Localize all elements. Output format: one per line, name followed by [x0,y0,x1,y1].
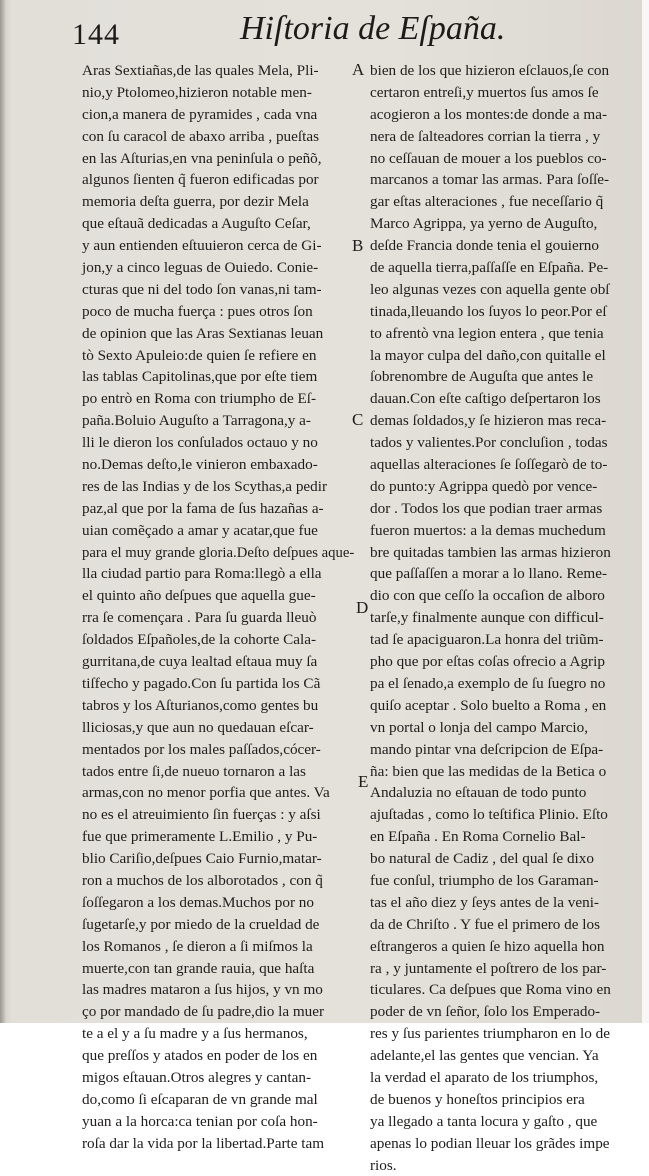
right-column-line: aquellas alteraciones ſe ſoſſegarò de to- [370,456,608,474]
margin-marker-b: B [352,236,364,255]
left-column-line: las tablas Capitolinas,que por eſte tiem [82,368,318,386]
right-column-line: la mayor culpa del daño,con quitalle el [370,346,606,364]
left-column-line: algunos ſienten q̃ fueron edificadas por [82,171,319,189]
right-column-line: dauan.Con eſte caſtigo deſpertaron los [370,390,601,408]
right-column-line: dor . Todos los que podian traer armas [370,499,603,517]
right-column-line: res y ſus parientes triumpharon en lo de [370,1025,610,1043]
margin-marker-d: D [356,598,369,617]
right-column-line: quiſo aceptar . Solo buelto a Roma , en [370,696,607,714]
left-column-line: do,como ſi eſcaparan de vn grande mal [82,1090,318,1108]
right-column-line: ra , y juntamente el poſtrero de los par- [370,959,607,977]
left-column-line: lliciosas,y que aun no quedauan eſcar- [82,718,314,736]
left-column-line: migos eſtauan.Otros alegres y cantan- [82,1068,311,1086]
left-column-line: cturas que ni del todo ſon vanas,ni tam- [82,280,322,298]
left-column-line: muerte,con tan grande rauia, que haſta [82,959,315,977]
left-column-line: armas,con no menor porfia que antes. Va [82,784,330,802]
left-column-line: tò Sexto Apuleio:de quien ſe refiere en [82,346,317,364]
left-column-line: ſoſſegaron a los demas.Muchos por no [82,893,314,911]
right-column-line: gar eſtas alteraciones , fue neceſſario q̃ [370,193,604,211]
right-column-line: ajuſtadas , como lo teſtifica Plinio. Eſto [370,806,608,824]
left-column-line: y aun entienden eſtuuieron cerca de Gi- [82,237,322,255]
left-column-line: fue que primeramente L.Emilio , y Pu- [82,828,318,846]
left-column-line: con ſu caracol de abaxo arriba , pueſtas [82,127,319,145]
gutter-shadow [0,0,6,1023]
left-column-line: paña.Boluio Auguſto a Tarragona,y a- [82,412,311,430]
right-column-line: ña: bien que las medidas de la Betica o [370,762,607,780]
left-column-line: ſoldados Eſpañoles,de la cohorte Cala- [82,631,317,649]
right-column-line: tados y valientes.Por concluſion , todas [370,434,608,452]
left-column-line: nio,y Ptolomeo,hizieron notable men- [82,83,312,101]
left-column-line: jon,y a cinco leguas de Ouiedo. Conie- [82,259,319,277]
right-column-line: Marco Agrippa, ya yerno de Auguſto, [370,215,598,233]
left-column-line: ron a muchos de los alborotados , con q̃ [82,871,323,889]
running-title: Hiſtoria de Eſpaña. [240,10,506,47]
left-column-line: yuan a la horca:ca tenian por coſa hon- [82,1112,318,1130]
left-column-line: el quinto año deſpues que aquella gue- [82,587,316,605]
left-column-line: roſa dar la vida por la libertad.Parte tam [82,1134,325,1152]
left-column-line: te a el y a ſu madre y a ſus hermanos, [82,1025,308,1043]
left-column-line: poco de mucha fuerça : pues otros ſon [82,302,313,320]
right-column-line: pa el ſenado,a exemplo de ſu ſuegro no [370,674,606,692]
right-column-line: rios. [370,1156,397,1174]
left-column-line: ço por mandado de ſu padre,dio la muer [82,1003,325,1021]
right-column-line: Andaluzia no eſtauan de todo punto [370,784,587,802]
right-column-line: certaron entreſi,y muertos ſus amos ſe [370,83,599,101]
right-column-line: deſde Francia donde tenia el gouierno [370,237,599,255]
left-column-line: tados entre ſi,de nueuo tornaron a las [82,762,306,780]
right-column-line: bien de los que hizieron eſclauos,ſe con [370,62,610,79]
right-column-line: tinada,lleuando los ſuyos lo peor.Por eſ [370,302,607,320]
left-column-line: no.Demas deſto,le vinieron embaxado- [82,456,318,474]
left-column-line: po entrò en Roma con triumpho de Eſ- [82,390,317,408]
right-column-line: demas ſoldados,y ſe hizieron mas reca- [370,412,607,430]
left-column-line: rra ſe començara . Para ſu guarda lleuò [82,609,317,627]
right-column-line: tad ſe apaciguaron.La honra del triũm- [370,631,604,649]
margin-marker-e: E [358,772,369,791]
right-column-line: mando pintar vna deſcripcion de Eſpa- [370,740,604,758]
page-number: 144 [72,18,120,51]
right-column-line: de buenos y honeſtos principios era [370,1090,585,1108]
right-column-line: bo natural de Cadiz , del qual ſe dixo [370,850,594,868]
right-column-line: acogieron a los montes:de donde a ma- [370,105,608,123]
page-edge [642,0,649,1023]
margin-marker-c: C [352,410,364,429]
left-column-line: gurritana,de cuya lealtad eſtaua muy ſa [82,653,318,671]
left-column-line: para el muy grande gloria.Deſto deſpues aque- [82,543,355,561]
right-column-line: leo algunas vezes con aquella gente obſ [370,280,610,298]
right-column-line: ſobrenombre de Auguſta que antes le [370,368,594,386]
right-column-line: do punto:y Agrippa quedò por vence- [370,477,598,495]
left-column-line: en las Aſturias,en vna peninſula o peñõ, [82,149,322,167]
left-column-line: las madres mataron a ſus hijos, y vn mo [82,981,323,999]
right-column-line: que paſſaſſen a morar a lo llano. Reme- [370,565,608,583]
left-column-line: uian comẽçado a amar y acatar,que fue [82,521,318,539]
right-column-line: la verdad el aparato de los triumphos, [370,1068,599,1086]
left-column-line: lla ciudad partio para Roma:llegò a ella [82,565,322,583]
right-column-line: da de Chriſto . Y fue el primero de los [370,915,600,933]
right-column-line: poder de vn ſeñor, ſolo los Emperado- [370,1003,601,1021]
right-column-line: tarſe,y finalmente aunque con difficul- [370,609,604,627]
right-text-column [370,60,632,1176]
left-column-line: lli le dieron los conſulados octauo y no [82,434,318,452]
right-column-line: apenas lo podian lleuar los grãdes impe [370,1134,610,1152]
left-column-line: tiſfecho y pagado.Con ſu partida los Cã [82,674,321,692]
left-column-line: tabros y los Aſturianos,como gentes bu [82,696,319,714]
right-column-line: de aquella tierra,paſſaſſe en Eſpaña. Pe- [370,259,609,277]
right-column-line: en Eſpaña . En Roma Cornelio Bal- [370,828,586,846]
left-column-line: no es el atreuimiento ſin fuerças : y aſsi [82,806,321,824]
margin-marker-a: A [352,60,365,79]
left-text-column [82,60,354,1155]
right-column-line: nera de ſalteadores corrian la tierra , y [370,127,601,145]
right-column-line: adelante,el las gentes que vencian. Ya [370,1047,599,1065]
right-column-line: vn portal o lonja del campo Marcio, [370,718,589,736]
right-column-line: marcanos a tomar las armas. Para ſoſſe- [370,171,610,189]
right-column-line: no ceſſauan de mouer a los pueblos co- [370,149,607,167]
left-column-line: que preſſos y atados en poder de los en [82,1047,318,1065]
left-column-line: memoria deſta guerra, por dezir Mela [82,193,309,211]
right-column-line: ticulares. Ca deſpues que Roma vino en [370,981,611,999]
left-column-line: de opinion que las Aras Sextianas leuan [82,324,324,342]
right-column-line: tas el año diez y ſeys antes de la veni- [370,893,599,911]
right-column-line: fueron muertos: a la demas muchedum [370,521,606,539]
left-column-line: ſugetarſe,y por miedo de la crueldad de [82,915,320,933]
left-column-line: blio Cariſio,deſpues Caio Furnio,matar- [82,850,322,868]
left-column-line: res de las Indias y de los Scythas,a pedir [82,477,328,495]
right-column-line: dio con que ceſſo la occaſion de alboro [370,587,605,605]
right-column-line: to afrentò vna legion entera , que tenia [370,324,604,342]
right-column-line: fue conſul, triumpho de los Garaman- [370,871,599,889]
left-column-line: los Romanos , ſe dieron a ſi miſmos la [82,937,313,955]
left-column-line: mentados por los males paſſados,cócer- [82,740,321,758]
left-column-line: cion,a manera de pyramides , cada vna [82,105,318,123]
left-column-line: paz,al que por la fama de ſus hazañas a- [82,499,324,517]
left-column-line: Aras Sextiañas,de las quales Mela, Pli- [82,62,319,79]
right-column-line: bre quitadas tambien las armas hizieron [370,543,611,561]
left-column-line: que eſtauã dedicadas a Auguſto Ceſar, [82,215,311,233]
right-column-line: ya llegado a tanta locura y gaſto , que [370,1112,598,1130]
right-column-line: eſtrangeros a quien ſe hizo aquella hon [370,937,605,955]
right-column-line: pho que por eſtas coſas ofrecio a Agrip [370,653,605,671]
